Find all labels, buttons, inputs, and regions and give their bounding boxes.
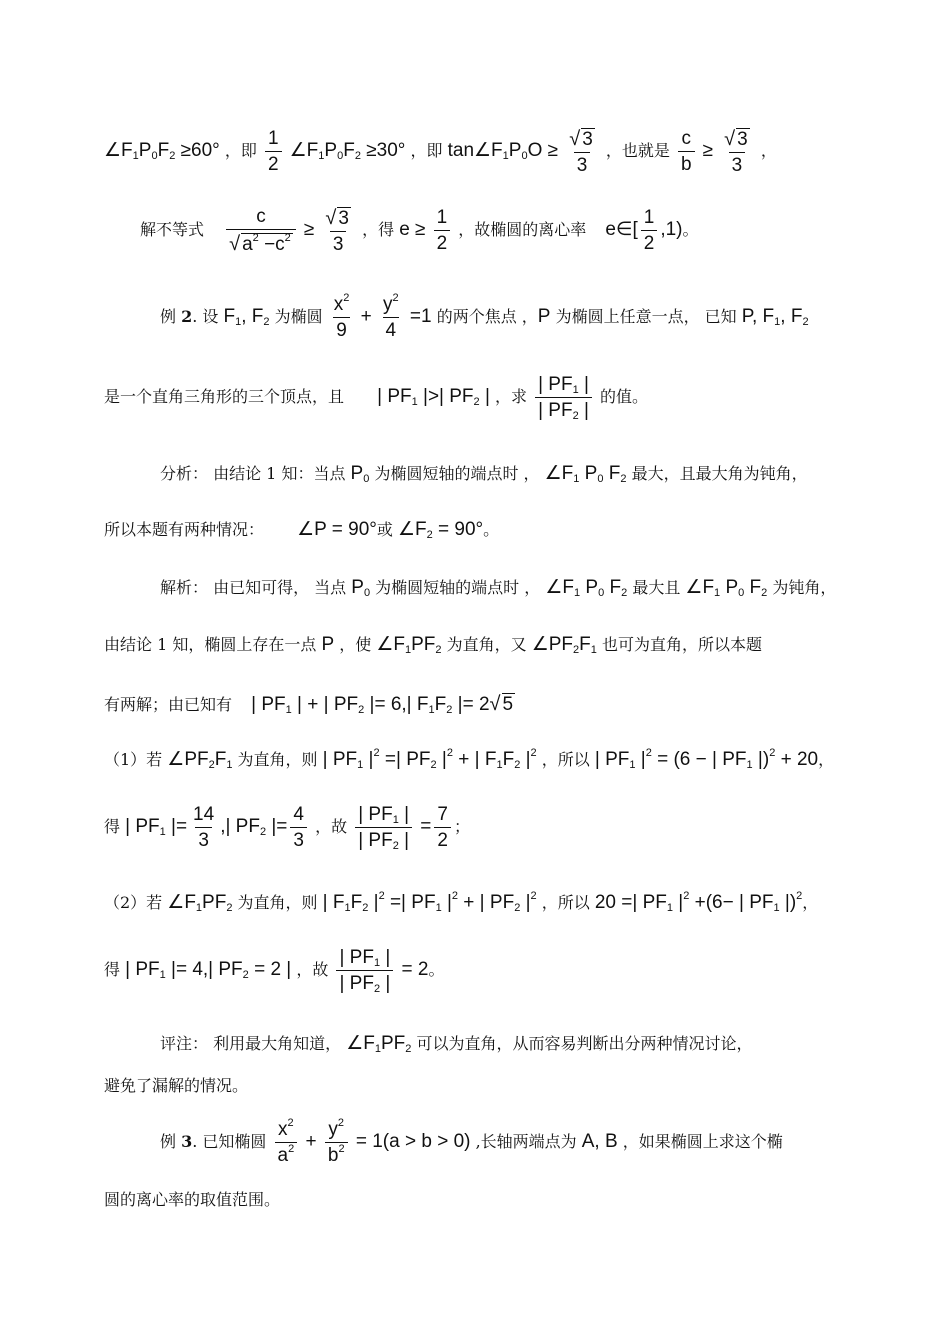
text: 解析： 由已知可得， 当点 (160, 578, 352, 597)
math: | $PF_1$ |= 4,| $PF_2 = 2$ | (125, 959, 292, 981)
text: 圆的离心率的取值范围。 (104, 1190, 281, 1209)
text: 是一个直角三角形的三个顶点，且 (104, 387, 345, 406)
fraction: $\frac{√ 3}{3}$ (325, 207, 349, 255)
math: P (321, 634, 335, 655)
math: | $PF_1$ $|^2$ =| $PF_2$ $|^2$ + | $F_1F_2$ $|^2$ (322, 747, 537, 771)
math: $\angle F_1PF_2$ (167, 892, 233, 914)
line-5 (160, 464, 808, 483)
fraction: $\frac{x^2}{9}$ (333, 292, 350, 341)
line-4 (104, 375, 648, 420)
text: 最大，且最大角为钝角， (631, 464, 808, 483)
text: 避免了漏解的情况。 (104, 1076, 249, 1095)
line-14 (160, 1034, 752, 1053)
fraction: $\frac{√ 3}{3}$ (724, 128, 748, 176)
text: ，故椭圆的离心率 (458, 220, 587, 239)
text: ，求 (494, 387, 527, 406)
text: 最大且 (632, 578, 686, 597)
math: $\angle F_1$ $P_0$ $F_2$ (685, 577, 768, 599)
math: ∠P = 90° (297, 519, 377, 540)
math: | $PF_1$ | + | $PF_2$ |= 6,| $F_1F_2$ |= 2√ 5 (251, 693, 514, 716)
line-11 (104, 805, 470, 850)
line-6 (104, 520, 499, 539)
text: . 已知椭圆 (192, 1132, 267, 1151)
math: + (300, 1131, 322, 1152)
fraction: $\frac{1}{2}$ (265, 129, 282, 174)
text: ，所以 (541, 750, 590, 769)
fraction: $\frac{x^2}{a^2}$ (275, 1120, 298, 1165)
text: 的值。 (600, 387, 649, 406)
text: ，故 (296, 960, 329, 979)
text: 有两解；由已知有 (104, 695, 233, 714)
text: . 设 (192, 307, 224, 326)
text: 评注： 利用最大角知道， (160, 1034, 347, 1053)
math: $\angle PF_2F_1$ (167, 749, 233, 771)
text: 为椭圆短轴的端点时 ， (374, 464, 540, 483)
math: $\angle F_2 = 90^\circ$ (397, 519, 484, 541)
math: + (355, 306, 378, 327)
fraction: $\frac{c}{b}$ (678, 129, 695, 174)
text: 为椭圆 (274, 307, 323, 326)
fraction: $\frac{c}{√ a^2 -c^2}$ (226, 207, 296, 254)
text: 得 (104, 817, 121, 836)
math: | $PF_1$ |>| $PF_2$ | (377, 386, 490, 408)
math: $\angle F_1PF_2$ (346, 1033, 412, 1055)
fraction: $\frac{| PF_1 |}{| PF_2 |}$ (355, 805, 412, 850)
text: （1）若 (104, 750, 168, 769)
text: 为椭圆短轴的端点时 ， (375, 578, 541, 597)
example-number: 2 (181, 307, 193, 326)
math: $\tan\angle F_1P_0O$ ≥ (447, 140, 559, 162)
line-16 (160, 1117, 783, 1166)
text: 为直角，则 (237, 893, 318, 912)
math: $\angle F_1P_0F_2 \ge 30^\circ$ (289, 140, 406, 162)
fraction: $\frac{14}{3}$ (193, 804, 215, 851)
line-3 (160, 292, 809, 341)
line-2 (140, 207, 699, 254)
math: ≥ (303, 219, 315, 240)
line-17 (104, 1192, 280, 1208)
fraction: $\frac{1}{2}$ (641, 208, 658, 253)
math: $P_0$ (350, 463, 370, 485)
math: A, B (581, 1131, 618, 1152)
text: ，即 (224, 141, 257, 160)
text: 由结论 1 知，椭圆上存在一点 (104, 635, 322, 654)
text: ， (802, 893, 819, 912)
line-10 (104, 747, 835, 771)
math: e∈[ (605, 219, 638, 240)
text: ，所以 (541, 893, 590, 912)
text: 例 (160, 1132, 182, 1151)
text: 。 (682, 220, 699, 239)
text: ； (453, 817, 470, 836)
fraction: $\frac{√ 3}{3}$ (569, 128, 593, 176)
fraction: $\frac{4}{3}$ (290, 805, 307, 850)
fraction: $\frac{y^2}{4}$ (383, 292, 399, 341)
math: | $PF_1$ $|^2 = (6$ − | $PF_1$ |)$^2$ + 20 (594, 747, 819, 771)
line-13 (104, 948, 445, 993)
line-9 (104, 693, 515, 714)
text: ,长轴两端点为 (475, 1132, 582, 1151)
text: 为直角，则 (237, 750, 318, 769)
math: = 1(a > b > 0) (350, 1131, 471, 1152)
text: 的两个焦点 ， (436, 307, 538, 326)
fraction: $\frac{1}{2}$ (434, 208, 451, 253)
text: ，如果椭圆上求这个椭 (622, 1132, 783, 1151)
text: 也可为直角，所以本题 (601, 635, 762, 654)
math: $\angle F_1PF_2$ (376, 634, 442, 656)
text: 解不等式 (140, 220, 205, 239)
fraction: $\frac{y^2}{b^2}$ (325, 1120, 348, 1165)
math: $\angle PF_2F_1$ (531, 634, 597, 656)
math: = 2 (396, 959, 429, 980)
text: 。 (428, 960, 445, 979)
text: 或 (376, 520, 393, 539)
math: $F_1$, $F_2$ (223, 306, 270, 328)
example-number: 3 (181, 1132, 193, 1151)
text: 为钝角， (772, 578, 837, 597)
text: ，故 (315, 817, 348, 836)
math: | $PF_1$ |= (125, 816, 188, 838)
text: 例 (160, 307, 182, 326)
fraction: $\frac{| PF_1 |}{| PF_2 |}$ (336, 948, 393, 993)
math: $\angle F_1$ $P_0$ $F_2$ (544, 463, 627, 485)
math: P, $F_1$, $F_2$ (741, 306, 809, 328)
text: 为椭圆上任意一点， 已知 (555, 307, 742, 326)
text: ，使 (339, 635, 372, 654)
line-15 (104, 1078, 248, 1094)
text: ，也就是 (605, 141, 670, 160)
math: =1 (404, 306, 432, 327)
line-7 (160, 578, 836, 597)
math: = (415, 816, 432, 837)
text: 分析： 由结论 1 知：当点 (160, 464, 351, 483)
math: $\angle F_1$ $P_0$ $F_2$ (545, 577, 628, 599)
text: 所以本题有两种情况： (104, 520, 265, 539)
math: $\angle F_1P_0F_2 \ge 60^\circ$ (104, 140, 220, 162)
math: P (537, 306, 551, 327)
fraction: $\frac{7}{2}$ (434, 805, 451, 850)
math: | $F_1F_2$ $|^2$ =| $PF_1$ $|^2$ + | $PF_2$ $|^2$ (322, 890, 537, 914)
text: ， (818, 750, 835, 769)
text: ，即 (410, 141, 443, 160)
line-8 (104, 635, 762, 654)
text: 为直角，又 (446, 635, 532, 654)
math: ,1) (660, 219, 683, 240)
math: $P_0$ (351, 577, 371, 599)
line-12 (104, 890, 819, 914)
math: ,| $PF_2$ |= (220, 816, 288, 838)
text: ，得 (362, 220, 395, 239)
text: 可以为直角，从而容易判断出分两种情况讨论， (416, 1034, 753, 1053)
fraction: $\frac{| PF_1 |}{| PF_2 |}$ (535, 375, 592, 420)
math: 20 =| $PF_1$ $|^2 +(6-$ | $PF_1$ |)$^2$ (594, 890, 803, 914)
math: ≥ (702, 140, 714, 161)
text: （2）若 (104, 893, 168, 912)
text: 得 (104, 960, 121, 979)
math: e ≥ (399, 219, 426, 240)
text: 。 (483, 520, 500, 539)
text: ， (760, 141, 777, 160)
line-1 (104, 128, 777, 175)
